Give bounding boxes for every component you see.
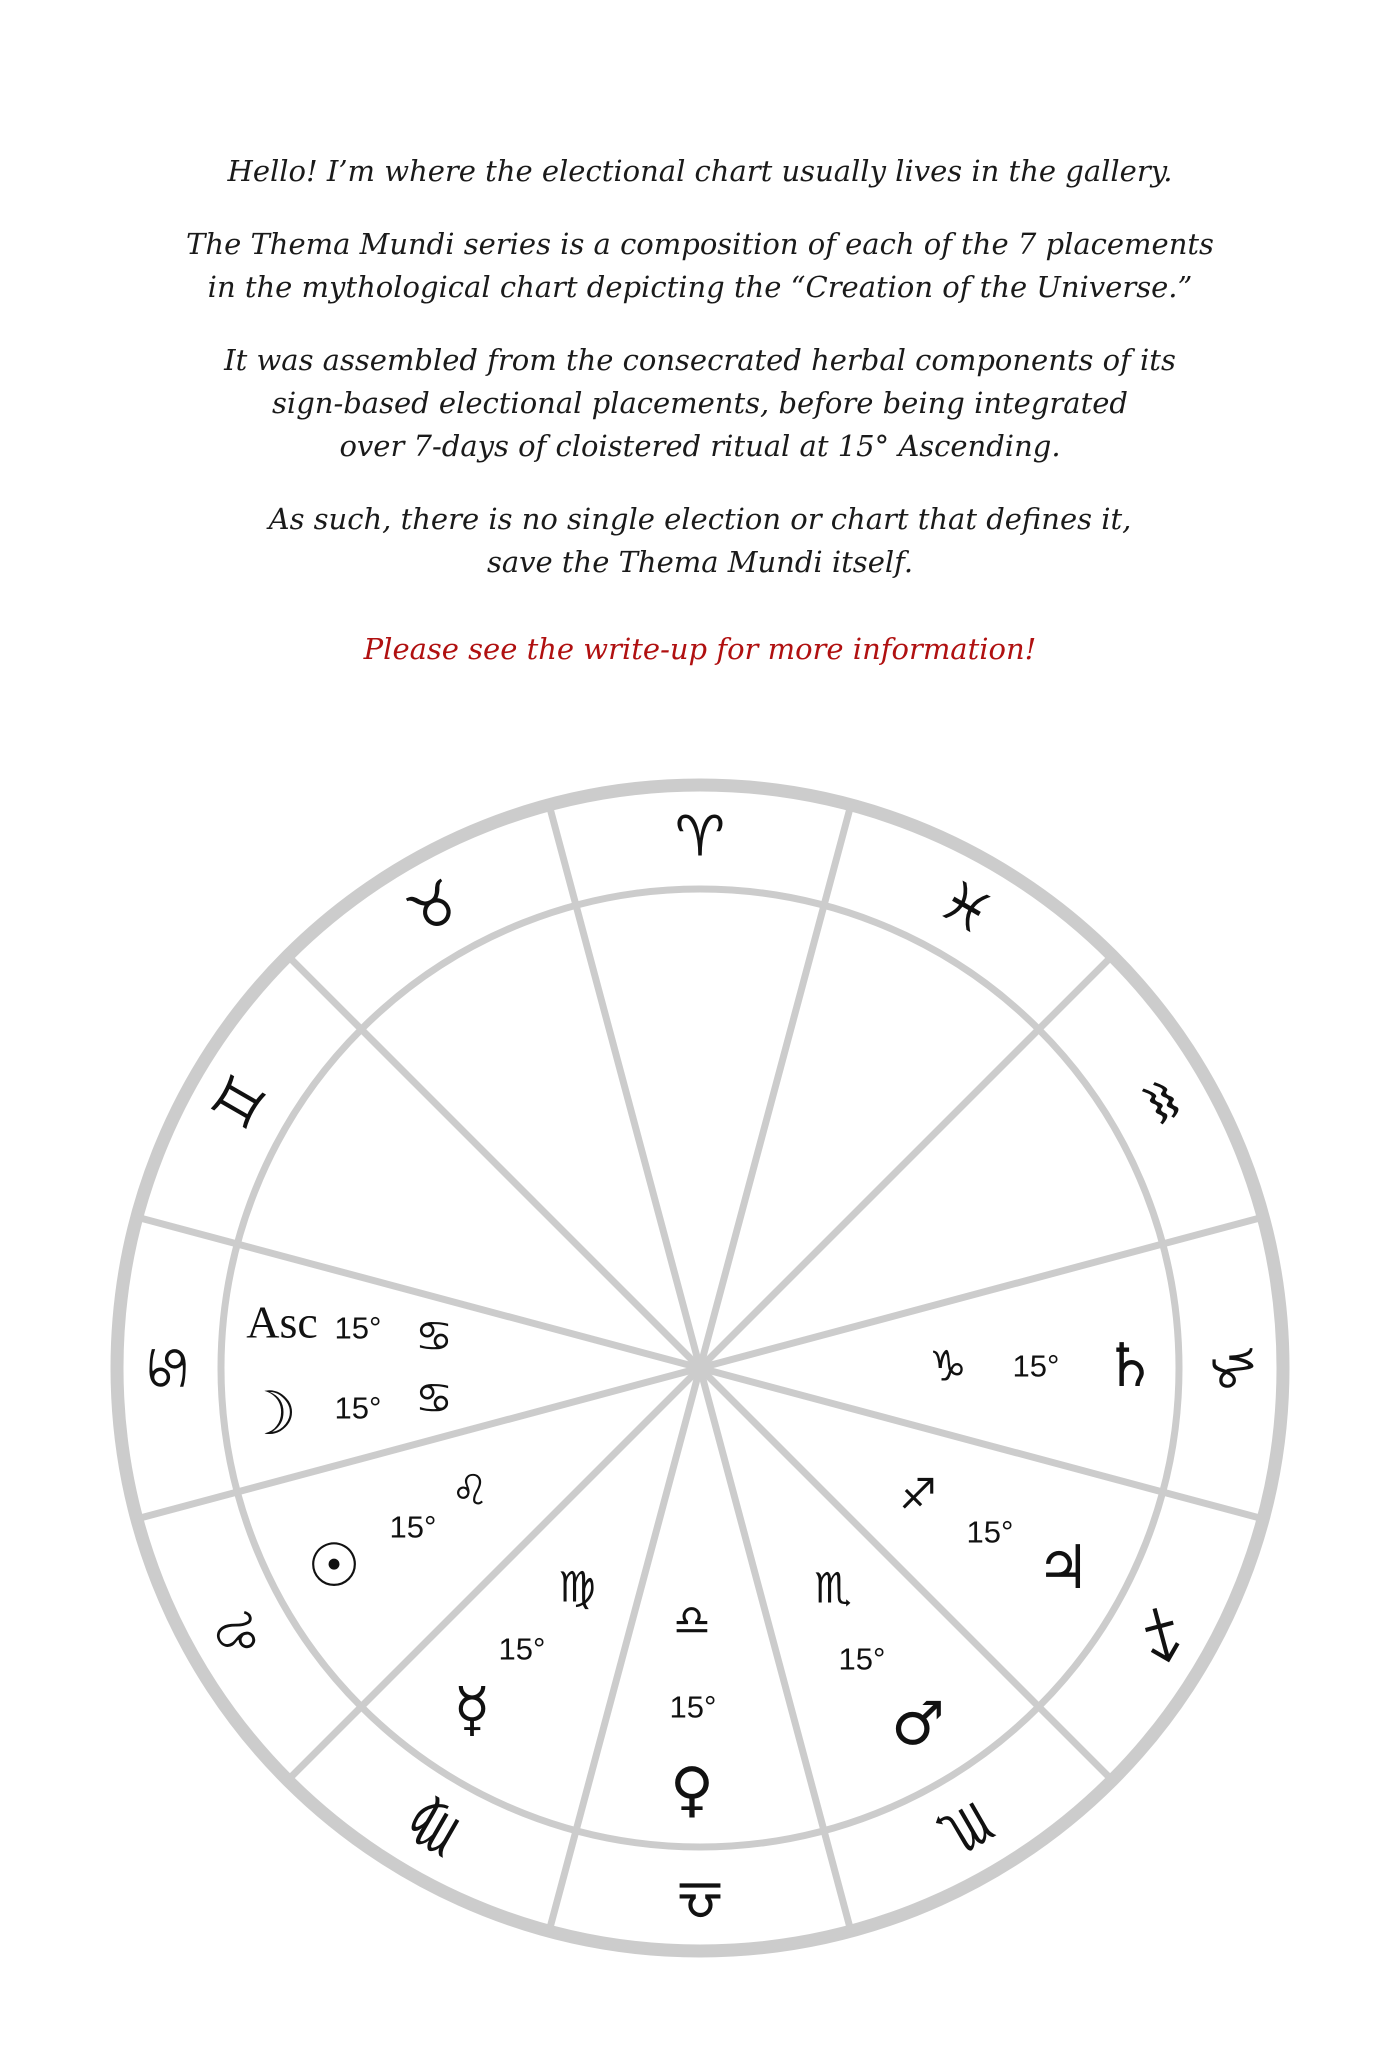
jupiter-icon: ♃ xyxy=(1036,1533,1090,1603)
mercury-degree: 15° xyxy=(498,1631,546,1667)
saturn-icon: ♄ xyxy=(1103,1331,1157,1401)
zodiac-pisces-icon: ♓ xyxy=(927,867,1004,949)
mars-icon: ♂ xyxy=(891,1689,945,1759)
intro-paragraph-4: As such, there is no single election or chart that defines it, save the Thema Mundi itself. xyxy=(268,502,1132,579)
moon-degree: 15° xyxy=(334,1390,382,1426)
zodiac-scorpio-icon: ♏ xyxy=(927,1787,1004,1869)
wheel-center xyxy=(691,1359,709,1377)
saturn-degree: 15° xyxy=(1012,1348,1060,1384)
house-spoke xyxy=(700,956,1112,1368)
zodiac-virgo-icon: ♍ xyxy=(396,1787,473,1869)
write-up-note: Please see the write-up for more information! xyxy=(363,632,1037,666)
sun-sign-leo-icon: ♌ xyxy=(451,1465,489,1515)
venus-sign-libra-icon: ♎ xyxy=(673,1595,711,1645)
sun-degree: 15° xyxy=(389,1509,437,1545)
sun-icon: ☉ xyxy=(307,1531,361,1601)
ascendant-degree: 15° xyxy=(334,1310,382,1346)
ascendant-sign-cancer-icon: ♋ xyxy=(415,1311,453,1361)
zodiac-leo-icon: ♌ xyxy=(199,1595,281,1672)
moon-sign-cancer-icon: ♋ xyxy=(415,1373,453,1423)
intro-paragraph-2: The Thema Mundi series is a composition of each of the 7 placements in the mythological chart depicting the “Creation of the Universe.” xyxy=(186,227,1214,304)
zodiac-aries-icon: ♈ xyxy=(674,804,726,870)
zodiac-cancer-icon: ♋ xyxy=(136,1342,202,1394)
house-spoke xyxy=(288,956,700,1368)
intro-line-1: Hello! I’m where the electional chart usually lives in the gallery. xyxy=(227,154,1173,188)
venus-icon: ♀ xyxy=(670,1755,714,1825)
zodiac-libra-icon: ♎ xyxy=(674,1866,726,1932)
zodiac-aquarius-icon: ♒ xyxy=(1119,1064,1201,1141)
mercury-icon: ☿ xyxy=(453,1675,491,1745)
jupiter-sign-sagittarius-icon: ♐ xyxy=(899,1469,937,1519)
zodiac-gemini-icon: ♊ xyxy=(199,1064,281,1141)
zodiac-taurus-icon: ♉ xyxy=(396,867,473,949)
jupiter-degree: 15° xyxy=(966,1514,1014,1550)
mercury-sign-virgo-icon: ♍ xyxy=(558,1562,596,1612)
intro-paragraph-3: It was assembled from the consecrated herbal components of its sign-based electional placements, before being integrated over 7-days of cloistered ritual at 15° Ascending. xyxy=(224,343,1176,463)
ascendant-label: Asc xyxy=(246,1296,318,1348)
moon-icon: ☽ xyxy=(243,1379,297,1449)
saturn-sign-capricorn-icon: ♑ xyxy=(929,1341,967,1391)
mars-sign-scorpio-icon: ♏ xyxy=(814,1563,852,1613)
zodiac-sagittarius-icon: ♐ xyxy=(1119,1595,1201,1672)
mars-degree: 15° xyxy=(838,1641,886,1677)
venus-degree: 15° xyxy=(669,1689,717,1725)
zodiac-capricorn-icon: ♑ xyxy=(1198,1342,1264,1394)
